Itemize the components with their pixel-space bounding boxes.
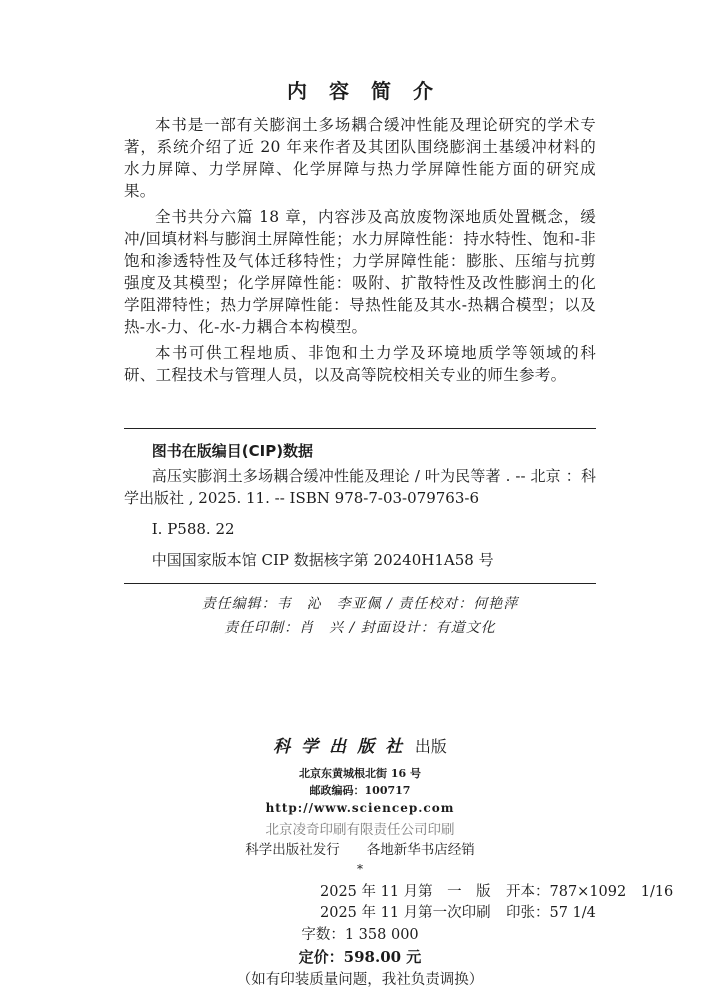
content-summary-title: 内容简介 <box>287 79 455 103</box>
publisher-url: http://www.sciencep.com <box>265 801 455 815</box>
printing-line <box>320 903 596 924</box>
cip-entry: 高压实膨润土多场耦合缓冲性能及理论 / 叶为民等著 . -- 北京 ：科学出版社 , 2025. 11. -- ISBN 978-7-03-079763-6 <box>124 467 596 507</box>
summary-paragraph-1: 本书是一部有关膨润土多场耦合缓冲性能及理论研究的学术专著，系统介绍了近 20 年来作者及其团队围绕膨润土基缓冲材料的水力屏障、力学屏障、化学屏障与热力学屏障性能方面的研究成果。 <box>124 116 596 200</box>
price: 定价：598.00 元 <box>298 948 422 966</box>
distribution-line: 科学出版社发行 各地新华书店经销 <box>245 842 475 858</box>
cip-record-number: 中国国家版本馆 CIP 数据核字第 20240H1A58 号 <box>151 551 494 569</box>
publisher-block <box>124 736 596 876</box>
quality-notice: （如有印装质量问题，我社负责调换） <box>236 972 484 988</box>
page-content <box>124 0 674 991</box>
staff-credits <box>124 592 596 640</box>
edition-line <box>320 882 674 903</box>
publisher-logotype: 科学出版社 <box>273 737 414 757</box>
edition-date: 2025 年 11 月第 一 版 <box>320 884 491 900</box>
printer-name: 北京凌奇印刷有限责任公司印刷 <box>265 822 455 838</box>
colophon-block <box>124 882 674 991</box>
separator-asterisk: * <box>357 862 363 876</box>
sheet-count: 印张：57 1/4 <box>506 905 596 921</box>
publisher-postcode: 邮政编码：100717 <box>309 784 411 797</box>
format-spec: 开本：787×1092 1/16 <box>506 884 674 900</box>
cip-bottom-rule <box>124 583 596 584</box>
word-count: 字数：1 358 000 <box>301 927 419 943</box>
summary-paragraph-2: 全书共分六篇 18 章，内容涉及高放废物深地质处置概念，缓冲/回填材料与膨润土屏障性能；水力屏障性能：持水特性、饱和-非饱和渗透特性及气体迁移特性；力学屏障性能：膨胀、压缩与抗剪强度及其模型；化学屏障性能：吸附、扩散特性及改性膨润土的化学阻滞特性；热力学屏障性能：导热性能及其水-热耦合模型；以及热-水-力、化-水-力耦合本构模型。 <box>124 208 596 336</box>
summary-paragraph-3: 本书可供工程地质、非饱和土力学及环境地质学等领域的科研、工程技术与管理人员，以及高等院校相关专业的师生参考。 <box>124 344 596 384</box>
cip-block <box>124 429 596 571</box>
credits-printing-line: 责任印制：肖 兴 / 封面设计：有道文化 <box>224 620 496 636</box>
content-summary <box>124 114 596 386</box>
cip-classification: Ⅰ. P588. 22 <box>151 520 235 538</box>
publisher-name-line <box>124 736 596 758</box>
publisher-suffix: 出版 <box>414 737 447 756</box>
cip-heading: 图书在版编目(CIP)数据 <box>151 442 314 460</box>
publisher-address: 北京东黄城根北街 16 号 <box>299 767 421 780</box>
printing-date: 2025 年 11 月第一次印刷 <box>320 905 491 921</box>
credits-editors-line: 责任编辑：韦 沁 李亚佩 / 责任校对：何艳萍 <box>201 596 519 612</box>
